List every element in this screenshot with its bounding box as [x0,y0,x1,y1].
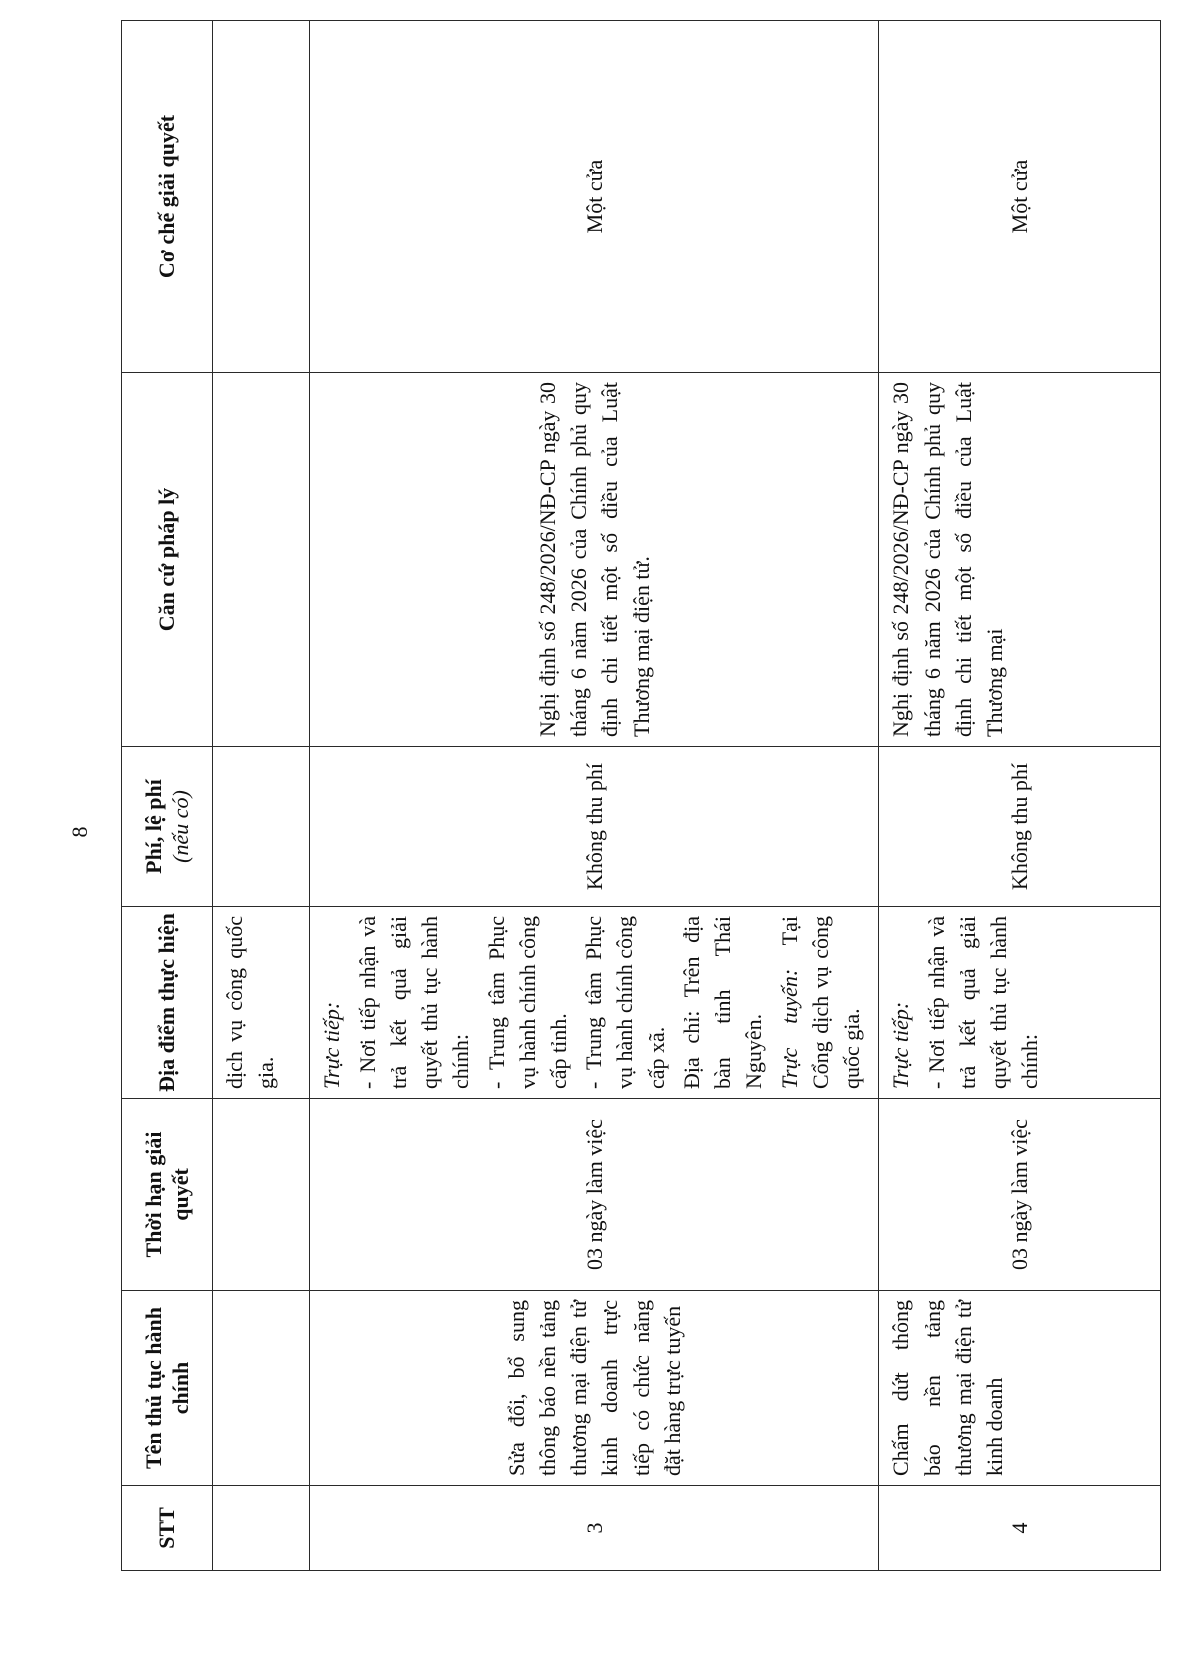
rotated-table-wrapper [121,21,1161,1571]
cell-legal [213,373,310,747]
cell-time: 03 ngày làm việc [310,1099,879,1291]
cell-mechanism [213,21,310,373]
location-line: - Nơi tiếp nhận và trả kết quả giải quyết thủ tục hành chính: [923,916,1043,1089]
header-row [122,21,213,1571]
cell-legal: Nghị định số 248/2026/NĐ-CP ngày 30 tháng 6 năm 2026 của Chính phủ quy định chi tiết một số điều của Luật Thương mại [879,373,1161,747]
page-number: 8 [67,826,92,838]
table-row-continued [213,21,310,1571]
header-fee-note: (nếu có) [168,790,194,863]
cell-fee [213,747,310,907]
location-online-label: Trực tuyến: [776,968,802,1089]
cell-location [879,907,1161,1099]
table-row [879,21,1161,1571]
location-line: - Nơi tiếp nhận và trả kết quả giải quyết thủ tục hành chính: [354,916,474,1089]
header-mechanism: Cơ chế giải quyết [122,21,213,373]
location-online [774,916,868,1089]
cell-location: dịch vụ công quốc gia. [213,907,310,1099]
location-direct-label: Trực tiếp: [319,1001,345,1089]
cell-stt: 3 [310,1486,879,1571]
location-line: - Trung tâm Phục vụ hành chính công cấp tỉnh. [483,916,571,1089]
header-fee [122,747,213,907]
location-line: - Trung tâm Phục vụ hành chính công cấp xã. [581,916,669,1089]
cell-time [213,1099,310,1291]
cell-time: 03 ngày làm việc [879,1099,1161,1291]
cell-legal: Nghị định số 248/2026/NĐ-CP ngày 30 tháng 6 năm 2026 của Chính phủ quy định chi tiết một số điều của Luật Thương mại điện tử. [310,373,879,747]
table-row [310,21,879,1571]
cell-mechanism: Một cửa [310,21,879,373]
cell-fee: Không thu phí [310,747,879,907]
procedure-table [121,20,1161,1571]
location-line: Địa chỉ: Trên địa bàn tỉnh Thái Nguyên. [678,916,767,1089]
location-online-text: Tại Cổng dịch vụ công quốc gia. [776,916,865,1089]
location-direct-label: Trực tiếp: [888,1001,914,1089]
header-time: Thời hạn giải quyết [122,1099,213,1291]
header-fee-label: Phí, lệ phí [140,779,166,874]
cell-mechanism: Một cửa [879,21,1161,373]
cell-fee: Không thu phí [879,747,1161,907]
header-stt: STT [122,1486,213,1571]
cell-name [213,1291,310,1486]
header-name: Tên thủ tục hành chính [122,1291,213,1486]
cell-stt: 4 [879,1486,1161,1571]
cell-stt [213,1486,310,1571]
header-location: Địa điểm thực hiện [122,907,213,1099]
cell-name: Chấm dứt thông báo nền tảng thương mại điện tử kinh doanh [879,1291,1161,1486]
cell-location [310,907,879,1099]
cell-name: Sửa đổi, bổ sung thông báo nền tảng thương mại điện tử kinh doanh trực tiếp có chức năng đặt hàng trực tuyến [310,1291,879,1486]
header-legal: Căn cứ pháp lý [122,373,213,747]
